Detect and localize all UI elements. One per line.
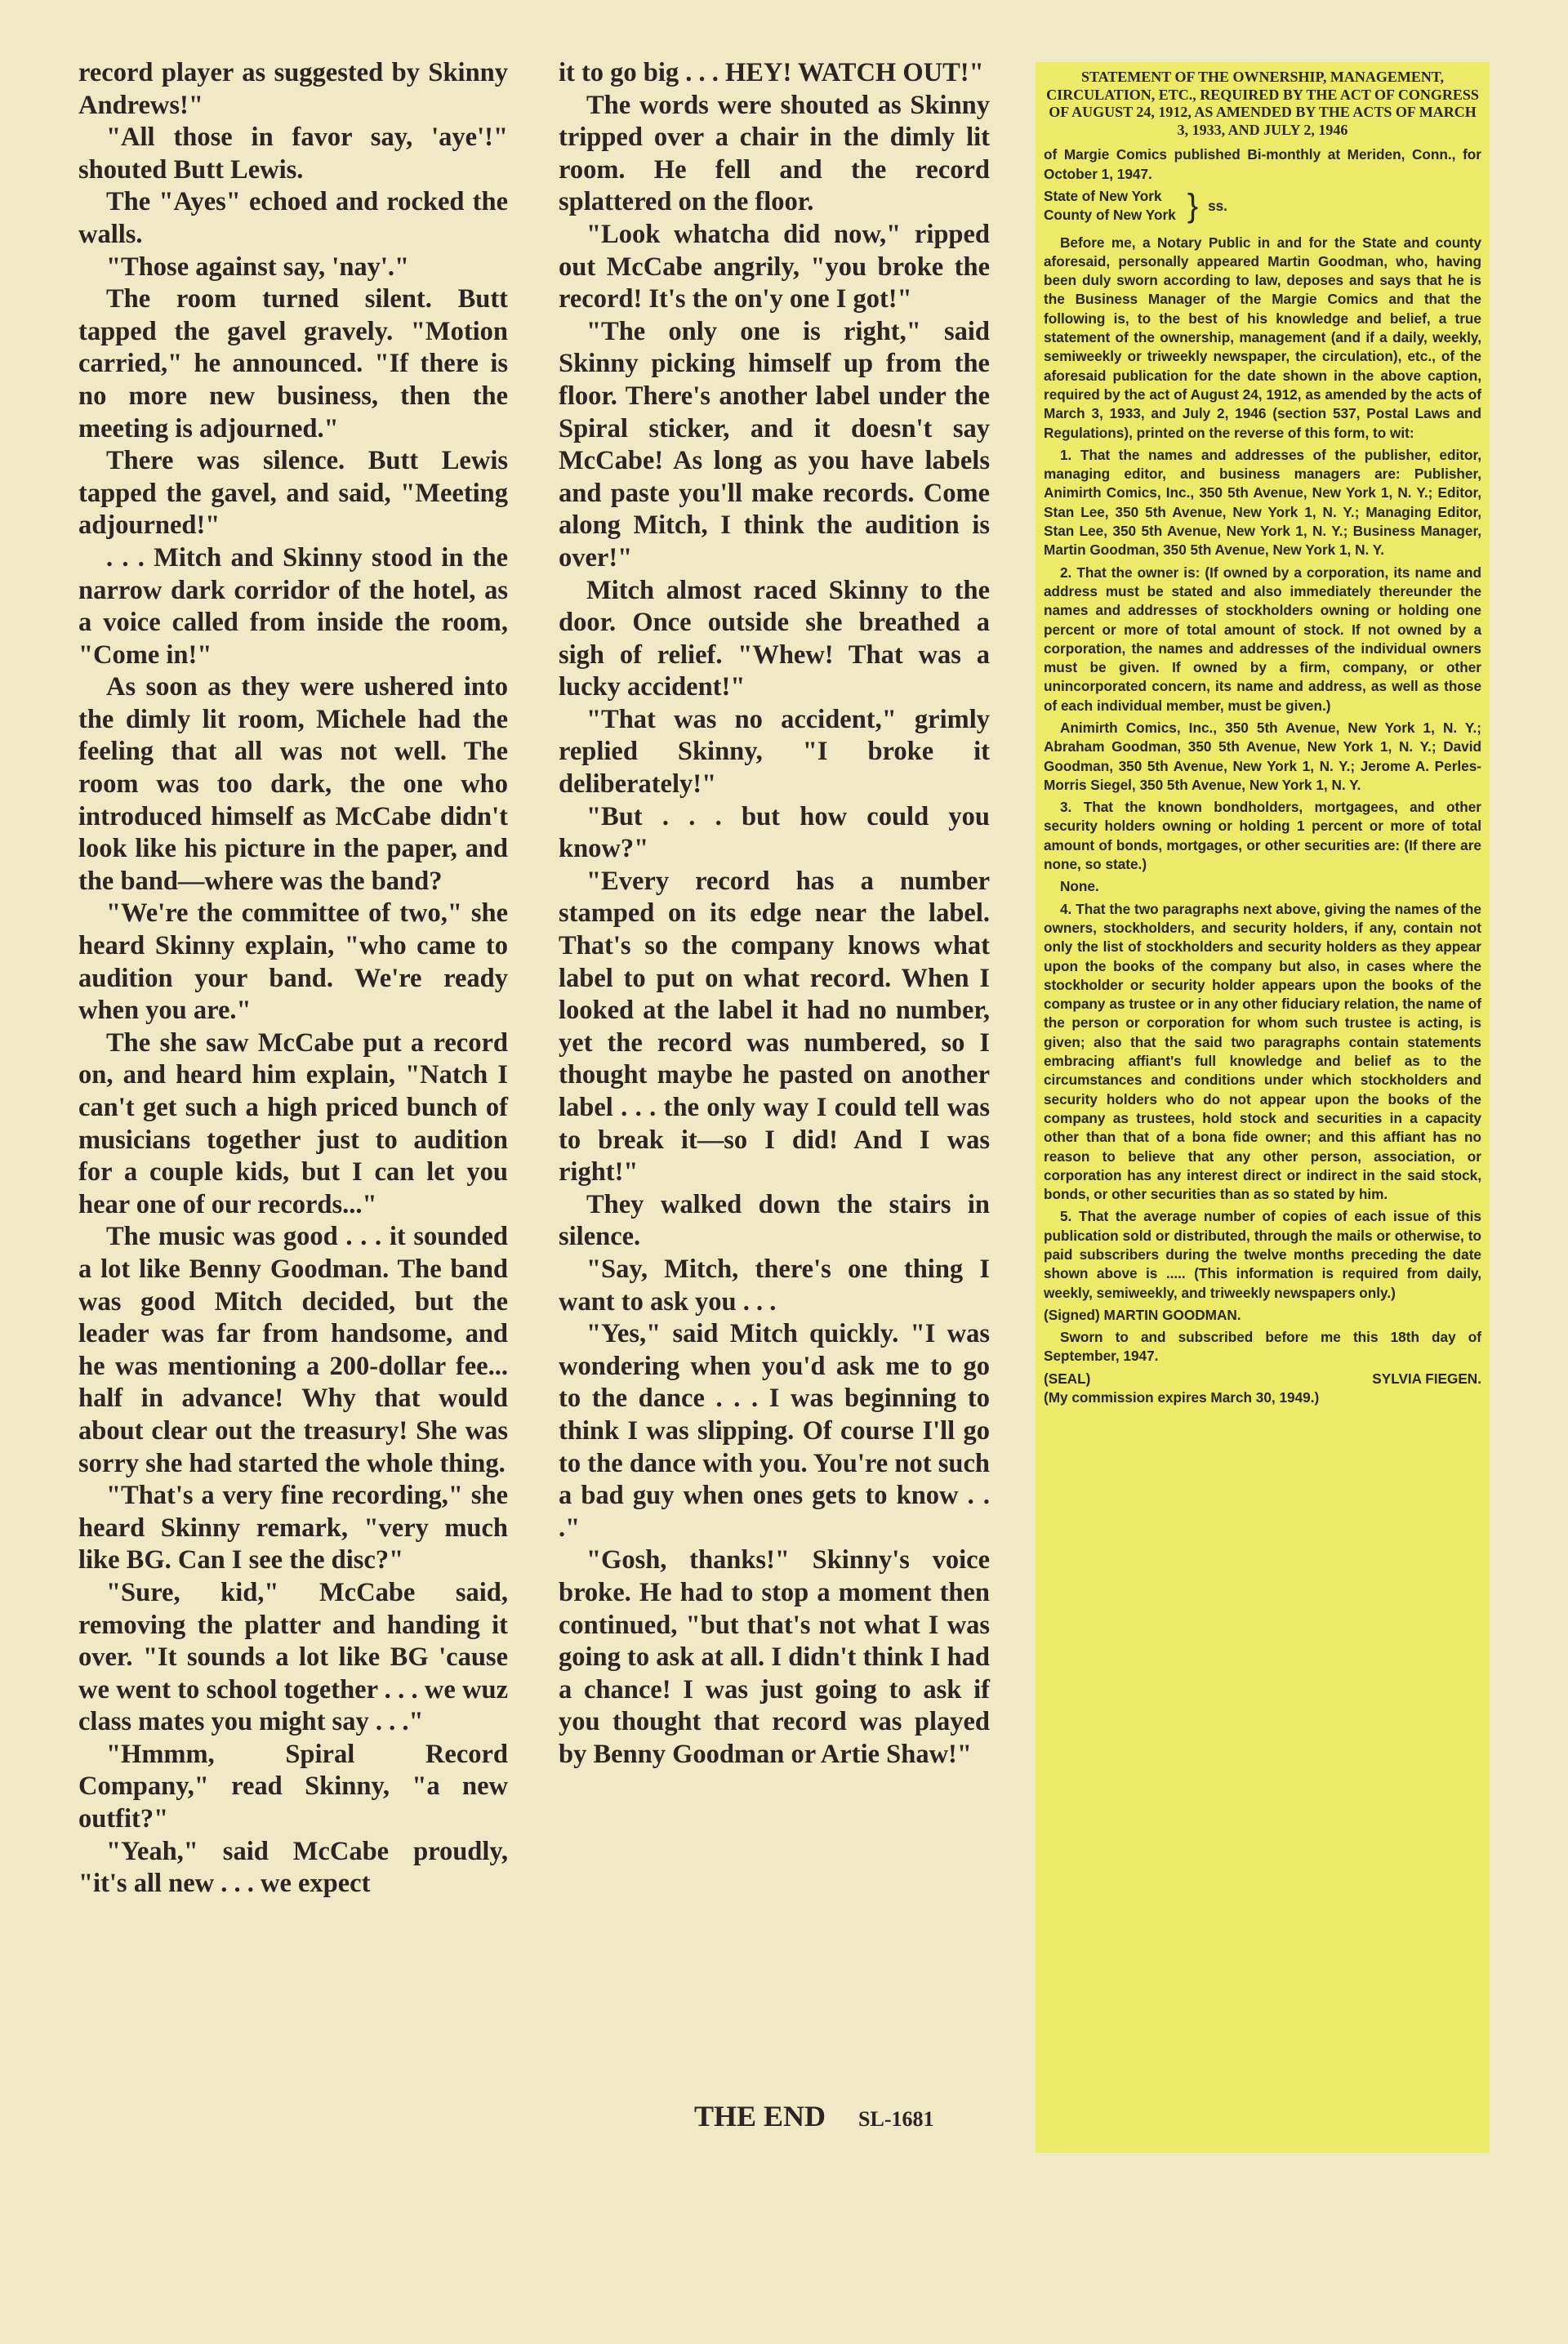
story-paragraph: record player as suggested by Skinny Andrews!"	[78, 58, 508, 120]
statement-paragraph: 5. That the average number of copies of each issue of this publication sold or distributed, through the mails or otherwise, to paid subscribers during the twelve months preceding the date shown above is ..... (This information is required from daily, weekly, semiweekly, and triweekly newspapers only.)	[1044, 1208, 1481, 1301]
ss-label: ss.	[1208, 197, 1227, 214]
statement-paragraph: 2. That the owner is: (If owned by a corporation, its name and address must be stated and also immediately thereunder the names and addresses of stockholders owning or holding one percent or more of total amount of stock. If not owned by a corporation, the names and addresses of the individual owners must be given. If owned by a firm, company, or other unincorporated concern, its name and address, as well as those of each individual member, must be given.)	[1044, 564, 1481, 714]
publication-line: of Margie Comics published Bi-monthly at Meriden, Conn., for October 1, 1947.	[1044, 146, 1481, 182]
story-paragraph: "Hmmm, Spiral Record Company," read Skinny, "a new outfit?"	[78, 1739, 508, 1834]
story-paragraph: The music was good . . . it sounded a lot like Benny Goodman. The band was good Mitch decided, but the leader was far from handsome, and he was mentioning a 200-dollar fee... half in advance! Why that would about clear out the treasury! She was sorry she had started the whole thing.	[78, 1222, 508, 1478]
story-code: SL-1681	[858, 2107, 934, 2131]
venue-block	[1044, 187, 1481, 225]
seal-label: (SEAL)	[1044, 1370, 1091, 1387]
story-paragraph: "Look whatcha did now," ripped out McCabe angrily, "you broke the record! It's the on'y one I got!"	[559, 219, 990, 314]
signature-line: (Signed) MARTIN GOODMAN.	[1044, 1306, 1241, 1323]
statement-title: STATEMENT OF THE OWNERSHIP, MANAGEMENT, CIRCULATION, ETC., REQUIRED BY THE ACT OF CONGRESS OF AUGUST 24, 1912, AS AMENDED BY THE ACTS OF MARCH 3, 1933, AND JULY 2, 1946	[1046, 69, 1479, 138]
statement-paragraph: Animirth Comics, Inc., 350 5th Avenue, New York 1, N. Y.; Abraham Goodman, 350 5th Avenue, New York 1, N. Y.; David Goodman, 350 5th Avenue, New York 1, N. Y.; Jerome A. Perles-Morris Siegel, 350 5th Avenue, New York 1, N. Y.	[1044, 719, 1481, 793]
sworn-line: Sworn to and subscribed before me this 18th day of September, 1947.	[1044, 1329, 1481, 1365]
story-paragraph: "We're the committee of two," she heard Skinny explain, "who came to audition your band. We're ready when you are."	[78, 898, 508, 1026]
story-paragraph: "Yes," said Mitch quickly. "I was wondering when you'd ask me to go to the dance . . . I was beginning to think I was slipping. Of course I'll go to the dance with you. You're not such a bad guy when ones gets to know . . ."	[559, 1319, 990, 1543]
story-paragraph: There was silence. Butt Lewis tapped the gavel, and said, "Meeting adjourned!"	[78, 446, 508, 541]
story-paragraph: "Sure, kid," McCabe said, removing the platter and handing it over. "It sounds a lot like BG 'cause we went to school together . . . we wuz class mates you might say . . ."	[78, 1577, 508, 1737]
story-paragraph: "All those in favor say, 'aye'!" shouted Butt Lewis.	[78, 123, 508, 185]
statement-paragraph: 3. That the known bondholders, mortgagees, and other security holders owning or holding 1 percent or more of total amount of bonds, mortgages, or other securities are: (If there are none, so state.)	[1044, 799, 1481, 873]
story-paragraph: "That's a very fine recording," she heard Skinny remark, "very much like BG. Can I see the disc?"	[78, 1481, 508, 1575]
story-paragraph: Mitch almost raced Skinny to the door. Once outside she breathed a sigh of relief. "Whew! That was a lucky accident!"	[559, 575, 990, 702]
notary-name: SYLVIA FIEGEN.	[1372, 1370, 1481, 1387]
story-paragraph: The room turned silent. Butt tapped the gavel gravely. "Motion carried," he announced. "If there is no more new business, then the meeting is adjourned."	[78, 284, 508, 443]
story-end-line	[694, 2099, 996, 2133]
seal-line	[1044, 1370, 1481, 1388]
story-paragraph: "Say, Mitch, there's one thing I want to ask you . . .	[559, 1254, 990, 1317]
story-paragraph: The words were shouted as Skinny tripped over a chair in the dimly lit room. He fell and the record splattered on the floor.	[559, 90, 990, 217]
the-end-label: THE END	[694, 2100, 826, 2132]
story-column-1	[78, 57, 508, 1901]
story-paragraph: The she saw McCabe put a record on, and heard him explain, "Natch I can't get such a high priced bunch of musicians together just to audition for a couple kids, but I can let you hear one of our records..."	[78, 1027, 508, 1219]
story-paragraph: "That was no accident," grimly replied Skinny, "I broke it deliberately!"	[559, 704, 990, 800]
county-line: County of New York	[1044, 207, 1176, 224]
commission-line: (My commission expires March 30, 1949.)	[1044, 1389, 1320, 1406]
statement-paragraph: 4. That the two paragraphs next above, giving the names of the owners, stockholders, and security holders, if any, contain not only the list of stockholders and security holders as they appear upon the books of the company but also, in cases where the stockholder or security holder appears upon the books of the company as trustee or in any other fiduciary relation, the name of the person or corporation for whom such trustee is acting, is given; also that the said two paragraphs contain statements embracing affiant's full knowledge and belief as to the circumstances and conditions under which stockholders and security holders who do not appear upon the books of the company as trustees, hold stock and securities in a capacity other than that of a bona fide owner; and this affiant has no reason to believe that any other person, association, or corporation has any interest direct or indirect in the said stock, bonds, or other securities than as so stated by him.	[1044, 900, 1481, 1203]
story-paragraph: "But . . . but how could you know?"	[559, 801, 990, 864]
story-paragraph: . . . Mitch and Skinny stood in the narrow dark corridor of the hotel, as a voice called from inside the room, "Come in!"	[78, 542, 508, 670]
statement-paragraph: Before me, a Notary Public in and for the State and county aforesaid, personally appeared Martin Goodman, who, having been duly sworn according to law, deposes and says that he is the Business Manager of the Margie Comics and that the following is, to the best of his knowledge and belief, a true statement of the ownership, management (and if a daily, weekly, semiweekly or triweekly newspaper, the circulation), etc., of the aforesaid publication for the date shown in the above caption, required by the act of August 24, 1912, as amended by the acts of March 3, 1933, and July 2, 1946 (section 537, Postal Laws and Regulations), printed on the reverse of this form, to wit:	[1044, 234, 1481, 441]
story-column-2	[559, 57, 990, 1771]
state-line: State of New York	[1044, 187, 1162, 204]
story-paragraph: "Yeah," said McCabe proudly, "it's all new . . . we expect	[78, 1836, 508, 1899]
story-paragraph: "Gosh, thanks!" Skinny's voice broke. He had to stop a moment then continued, "but that's not what I was going to ask at all. I didn't think I had a chance! I was just going to ask if you thought that record was played by Benny Goodman or Artie Shaw!"	[559, 1545, 990, 1769]
story-paragraph: "Every record has a number stamped on its edge near the label. That's so the company knows what label to put on what record. When I looked at the label it had no number, yet the record was numbered, so I thought maybe he pasted on another label . . . the only way I could tell was to break it—so I did! And I was right!"	[559, 866, 990, 1188]
story-paragraph: it to go big . . . HEY! WATCH OUT!"	[559, 58, 984, 87]
story-paragraph: They walked down the stairs in silence.	[559, 1189, 990, 1252]
brace-icon: }	[1187, 188, 1199, 225]
statement-paragraph: None.	[1060, 878, 1099, 895]
story-paragraph: "The only one is right," said Skinny picking himself up from the floor. There's another label under the Spiral sticker, and it doesn't say McCabe! As long as you have labels and paste you'll make records. Come along Mitch, I think the audition is over!"	[559, 316, 990, 573]
statement-paragraph: 1. That the names and addresses of the publisher, editor, managing editor, and business managers are: Publisher, Animirth Comics, Inc., 350 5th Avenue, New York 1, N. Y.; Editor, Stan Lee, 350 5th Avenue, New York 1, N. Y.; Managing Editor, Stan Lee, 350 5th Avenue, New York 1, N. Y.; Business Manager, Martin Goodman, 350 5th Avenue, New York 1, N. Y.	[1044, 446, 1481, 559]
story-paragraph: "Those against say, 'nay'."	[106, 252, 410, 282]
ownership-statement	[1036, 62, 1490, 2153]
story-paragraph: As soon as they were ushered into the dimly lit room, Michele had the feeling that all was not well. The room was too dark, the one who introduced himself as McCabe didn't look like his picture in the paper, and the band—where was the band?	[78, 672, 508, 896]
story-paragraph: The "Ayes" echoed and rocked the walls.	[78, 187, 508, 249]
